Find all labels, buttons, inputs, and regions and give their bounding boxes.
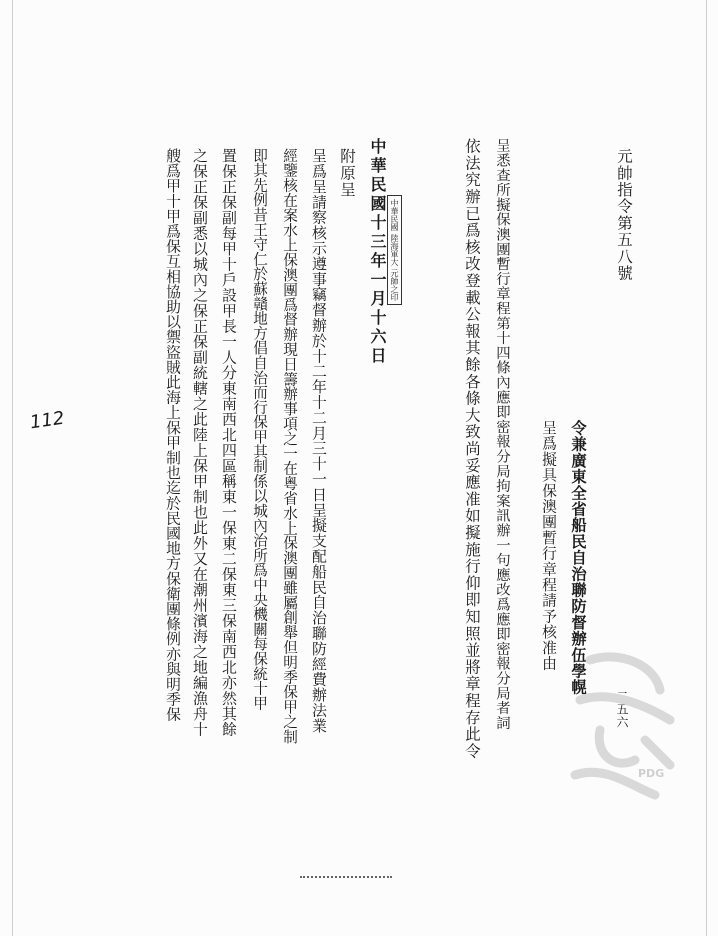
- body-column-4: 依法究辦已爲核改登載公報其餘各條大致尚妥應准如擬施行仰即知照並將章程存此令: [463, 138, 481, 760]
- body-column-3: 呈悉查所擬保澳團暫行章程第十四條內應即密報分局拘案訊辦一句應改爲應即密報分局者詞: [494, 138, 510, 730]
- body-column-5: 呈爲呈請察核示遵事竊督辦於十二年十二月三十一日呈擬支配船民自治聯防經費辦法業: [310, 148, 328, 734]
- body-column-10: 艘爲甲十甲爲保互相協助以禦盜賊此海上保甲制也迄於民國地方保衛團條例亦與明季保: [164, 148, 181, 722]
- watermark-text: PDG: [638, 767, 665, 780]
- bottom-divider: [300, 876, 392, 878]
- order-header: 元帥指令第五八號: [615, 148, 633, 282]
- seal-line-2: 陸海軍大: [390, 234, 399, 266]
- seal-line-3: 元帥之印: [390, 269, 399, 301]
- body-column-2: 呈爲擬具保澳團暫行章程請予核准由: [540, 420, 557, 672]
- page-number: 二五六: [615, 690, 629, 729]
- page-border-left: [12, 0, 13, 936]
- body-column-7: 即其先例昔王守仁於蘇贛地方倡自治而行保甲其制係以城內治所爲中央機關每保統十甲: [251, 148, 268, 711]
- watermark-stamp: [560, 645, 685, 805]
- body-column-6: 經鑒核在案水上保澳團爲督辦現日籌辦事項之一在粵省水上保澳團雖屬創舉但明季保甲之制: [281, 148, 298, 744]
- watermark-icon: [560, 645, 685, 805]
- seal-line-1: 中華民國: [390, 199, 399, 231]
- page-border-right: [706, 0, 707, 936]
- body-column-9: 之保正保副悉以城內之保正保副統轄之此陸上保甲制也此外又在潮州濱海之地編漁舟十: [191, 148, 209, 737]
- date-line: 中華民國十三年一月十六日: [368, 138, 387, 366]
- attachment-label: 附原呈: [338, 148, 356, 199]
- body-column-8: 置保正保副每甲十戶設甲長一人分東南西北四區稱東一保東二保東三保南西北亦然其餘: [220, 148, 238, 737]
- margin-note: 112: [28, 407, 66, 434]
- official-seal: [387, 195, 402, 305]
- body-column-1: 令兼廣東全省船民自治聯防督辦伍學幌: [569, 420, 587, 696]
